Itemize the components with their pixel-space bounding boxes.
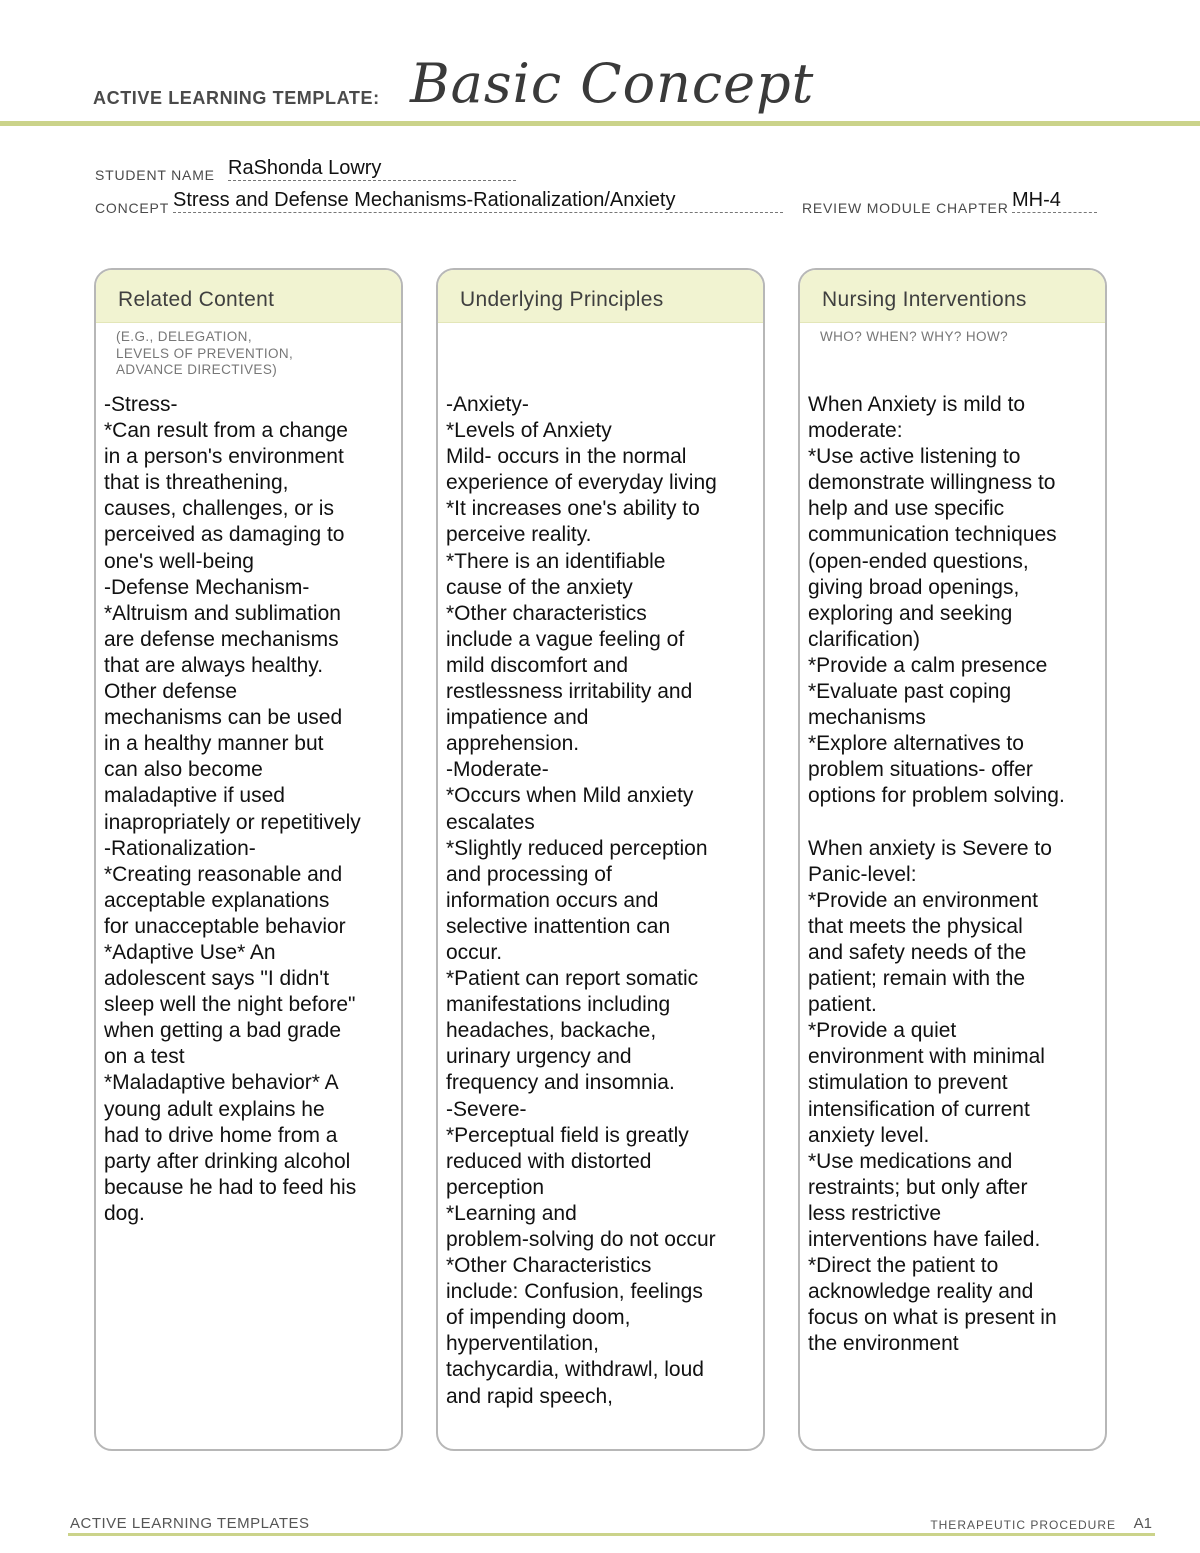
footer-page-code: A1 [1133,1515,1152,1532]
footer-left-label: ACTIVE LEARNING TEMPLATES [70,1515,310,1532]
panel-title: Underlying Principles [460,288,664,311]
panel-subtitle: WHO? WHEN? WHY? HOW? [820,329,1009,344]
footer-rule [68,1533,1155,1536]
review-module-label: REVIEW MODULE CHAPTER [802,200,1009,216]
concept-field[interactable]: Stress and Defense Mechanisms-Rationalization/Anxiety [173,189,783,213]
panel-underlying-principles [436,268,765,1451]
header-rule [0,121,1200,126]
review-module-field[interactable]: MH-4 [1012,189,1097,213]
panel-body-text[interactable]: -Stress- *Can result from a change in a person's environment that is threathening, causes, challenges, or is perceived as damaging to one's well-being -Defense Mechanism- *Altruism and sublimation are defense mechanisms that are always healthy. Other defense mechanisms can be used in a healthy manner but can also become maladaptive if used inapropriately or repetitively -Rationalization- *Creating reasonable and acceptable explanations for unacceptable behavior *Adaptive Use* An adolescent says "I didn't sleep well the night before" when getting a bad grade on a test *Maladaptive behavior* A young adult explains he had to drive home from a party after drinking alcohol because he had to feed his dog. [104,393,361,1225]
panel-subtitle: (E.G., DELEGATION, LEVELS OF PREVENTION, ADVANCE DIRECTIVES) [116,329,294,377]
student-name-field[interactable]: RaShonda Lowry [228,157,516,181]
panel-body-text[interactable]: When Anxiety is mild to moderate: *Use active listening to demonstrate willingness to help and use specific communication techniques (open-ended questions, giving broad openings, exploring and seeking clarification) *Provide a calm presence *Evaluate past coping mechanisms *Explore alternatives to problem situations- offer options for problem solving. When anxiety is Severe to Panic-level: *Provide an environment that meets the physical and safety needs of the patient; remain with the patient. *Provide a quiet environment with minimal stimulation to prevent intensification of current anxiety level. *Use medications and restraints; but only after less restrictive interventions have failed. *Direct the patient to acknowledge reality and focus on what is present in the environment [808,393,1065,1356]
panel-nursing-interventions [798,268,1107,1451]
panel-title: Related Content [118,288,275,311]
template-header [0,0,1200,130]
panel-title: Nursing Interventions [822,288,1027,311]
concept-label: CONCEPT [95,200,170,216]
panel-body-text[interactable]: -Anxiety- *Levels of Anxiety Mild- occurs in the normal experience of everyday living *It increases one's ability to perceive reality. *There is an identifiable cause of the anxiety *Other characteristics include a vague feeling of mild discomfort and restlessness irritability and impatience and apprehension. -Moderate- *Occurs when Mild anxiety escalates *Slightly reduced perception and processing of information occurs and selective inattention can occur. *Patient can report somatic manifestations including headaches, backache, urinary urgency and frequency and insomnia. -Severe- *Perceptual field is greatly reduced with distorted perception *Learning and problem-solving do not occur *Other Characteristics include: Confusion, feelings of impending doom, hyperventilation, tachycardia, withdrawl, loud and rapid speech, [446,393,717,1408]
footer-right-label: THERAPEUTIC PROCEDURE [930,1518,1116,1532]
template-title: Basic Concept [410,52,815,115]
student-name-label: STUDENT NAME [95,167,215,183]
template-label: ACTIVE LEARNING TEMPLATE: [93,88,380,108]
panel-related-content [94,268,403,1451]
